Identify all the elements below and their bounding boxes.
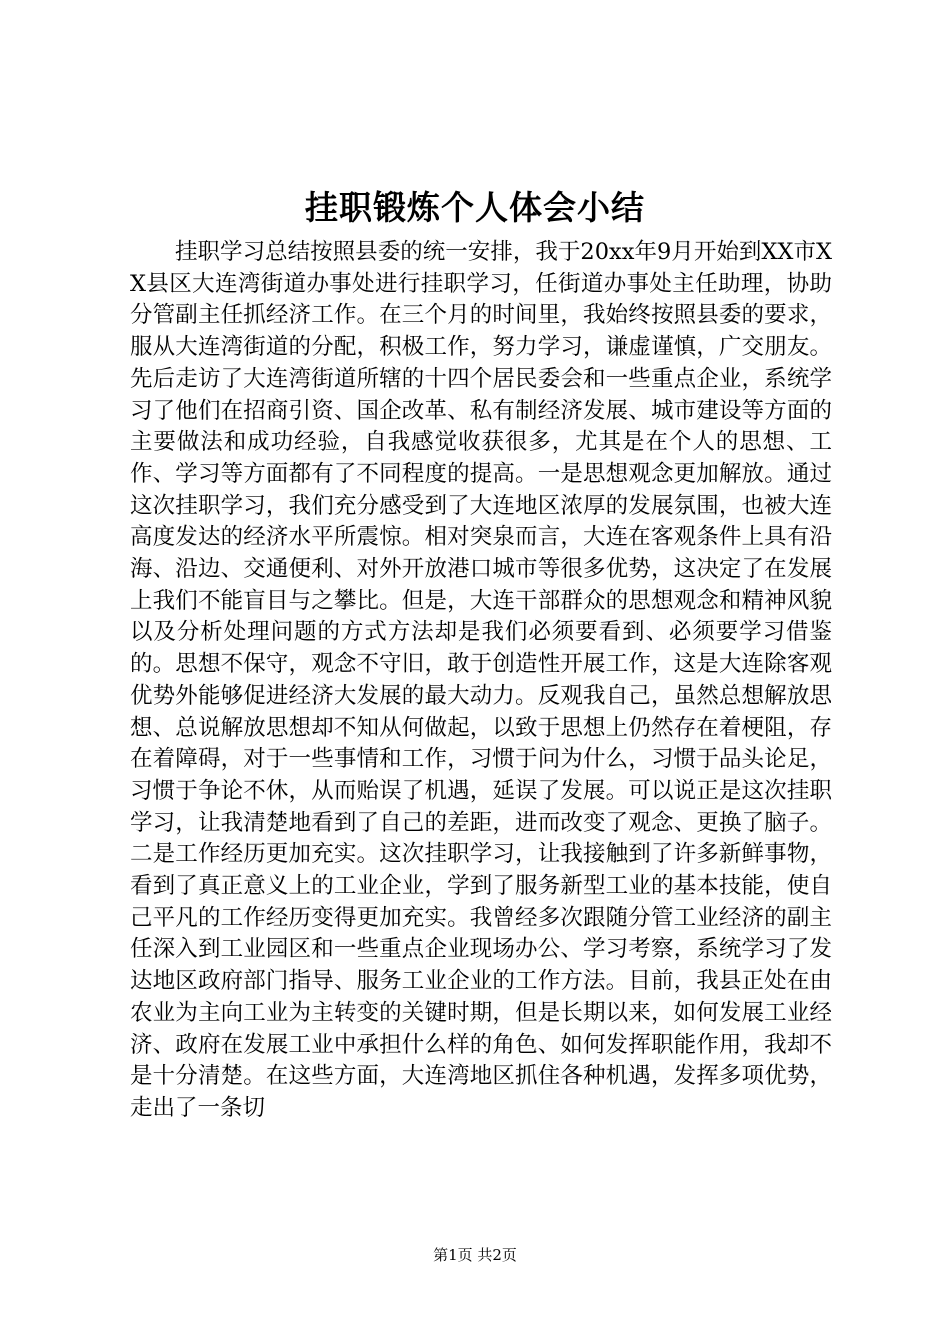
document-body-paragraph: 挂职学习总结按照县委的统一安排，我于20xx年9月开始到XX市XX县区大连湾街道办事处进行挂职学习，任街道办事处主任助理，协助分管副主任抓经济工作。在三个月的时间里，我始终按照县委的要求，服从大连湾街道的分配，积极工作，努力学习，谦虚谨慎，广交朋友。先后走访了大连湾街道所辖的十四个居民委会和一些重点企业，系统学习了他们在招商引资、国企改革、私有制经济发展、城市建设等方面的主要做法和成功经验，自我感觉收获很多，尤其是在个人的思想、工作、学习等方面都有了不同程度的提高。一是思想观念更加解放。通过这次挂职学习，我们充分感受到了大连地区浓厚的发展氛围，也被大连高度发达的经济水平所震惊。相对突泉而言，大连在客观条件上具有沿海、沿边、交通便利、对外开放港口城市等很多优势，这决定了在发展上我们不能盲目与之攀比。但是，大连干部群众的思想观念和精神风貌以及分析处理问题的方式方法却是我们必须要看到、必须要学习借鉴的。思想不保守，观念不守旧，敢于创造性开展工作，这是大连除客观优势外能够促进经济大发展的最大动力。反观我自己，虽然总想解放思想、总说解放思想却不知从何做起，以致于思想上仍然存在着梗阻，存在着障碍，对于一些事情和工作，习惯于问为什么，习惯于品头论足，习惯于争论不休，从而贻误了机遇，延误了发展。可以说正是这次挂职学习，让我清楚地看到了自己的差距，进而改变了观念、更换了脑子。二是工作经历更加充实。这次挂职学习，让我接触到了许多新鲜事物，看到了真正意义上的工业企业，学到了服务新型工业的基本技能，使自己平凡的工作经历变得更加充实。我曾经多次跟随分管工业经济的副主任深入到工业园区和一些重点企业现场办公、学习考察，系统学习了发达地区政府部门指导、服务工业企业的工作方法。目前，我县正处在由农业为主向工业为主转变的关键时期，但是长期以来，如何发展工业经济、政府在发展工业中承担什么样的角色、如何发挥职能作用，我却不是十分清楚。在这些方面，大连湾地区抓住各种机遇，发挥多项优势，走出了一条切 <box>130 239 832 1121</box>
document-title: 挂职锻炼个人体会小结 <box>305 188 645 227</box>
page-number-footer: 第1页 共2页 <box>433 1246 517 1264</box>
